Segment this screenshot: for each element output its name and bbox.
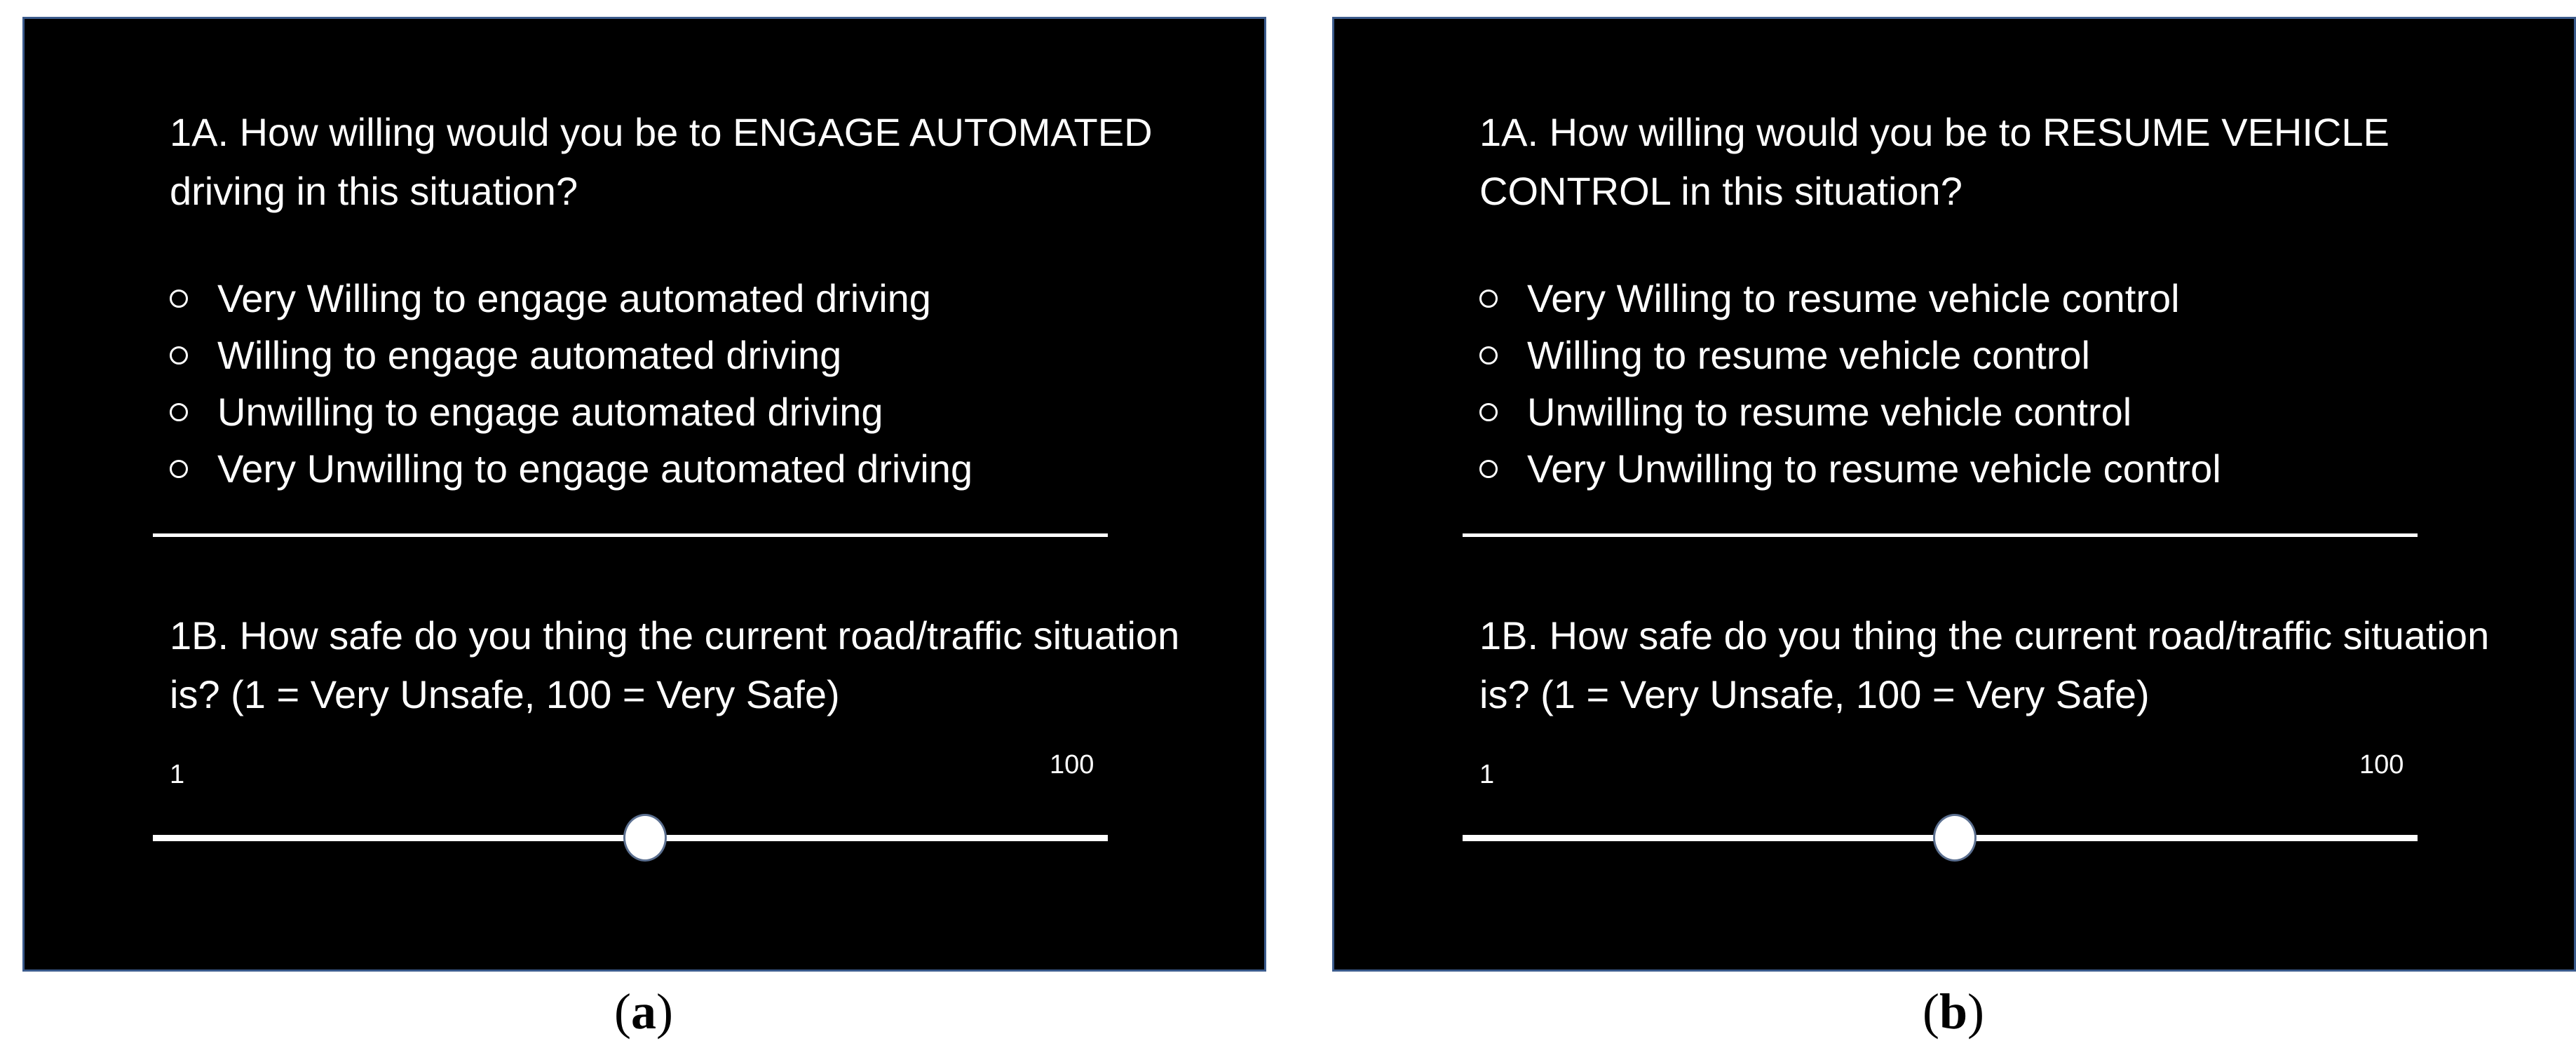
question-1a: 1A. How willing would you be to RESUME VEHICLE CONTROL in this situation? bbox=[1479, 110, 2389, 213]
scale-min-label: 1 bbox=[1479, 760, 1495, 789]
option-label: Willing to resume vehicle control bbox=[1527, 333, 2090, 377]
option-very-unwilling[interactable] bbox=[1479, 440, 2221, 497]
safety-slider-thumb[interactable] bbox=[623, 814, 667, 862]
option-unwilling[interactable] bbox=[1479, 383, 2221, 440]
radio-button-icon[interactable] bbox=[170, 290, 188, 308]
option-unwilling[interactable] bbox=[170, 383, 972, 440]
panel-caption-a: (a) bbox=[614, 983, 673, 1040]
option-label: Very Willing to engage automated driving bbox=[217, 276, 931, 320]
question-1b: 1B. How safe do you thing the current road/traffic situation is? (1 = Very Unsafe, 100 = Very Safe) bbox=[1479, 613, 2490, 716]
option-label: Unwilling to resume vehicle control bbox=[1527, 390, 2132, 434]
option-label: Unwilling to engage automated driving bbox=[217, 390, 883, 434]
radio-button-icon[interactable] bbox=[1479, 403, 1498, 421]
radio-button-icon[interactable] bbox=[1479, 460, 1498, 478]
radio-button-icon[interactable] bbox=[170, 460, 188, 478]
willingness-options bbox=[170, 270, 972, 497]
willingness-options bbox=[1479, 270, 2221, 497]
panel-caption-b: (b) bbox=[1922, 983, 1984, 1040]
option-willing[interactable] bbox=[1479, 327, 2221, 383]
radio-button-icon[interactable] bbox=[1479, 290, 1498, 308]
option-very-willing[interactable] bbox=[170, 270, 972, 327]
caption-letter: a bbox=[631, 983, 656, 1040]
safety-slider-track[interactable] bbox=[1463, 835, 2418, 841]
radio-button-icon[interactable] bbox=[1479, 346, 1498, 365]
option-very-willing[interactable] bbox=[1479, 270, 2221, 327]
option-very-unwilling[interactable] bbox=[170, 440, 972, 497]
scale-max-label: 100 bbox=[2359, 750, 2404, 780]
option-label: Very Unwilling to engage automated driving bbox=[217, 447, 973, 491]
radio-button-icon[interactable] bbox=[170, 346, 188, 365]
safety-slider-track[interactable] bbox=[153, 835, 1108, 841]
option-willing[interactable] bbox=[170, 327, 972, 383]
question-1b: 1B. How safe do you thing the current road/traffic situation is? (1 = Very Unsafe, 100 = Very Safe) bbox=[170, 613, 1180, 716]
survey-panel-a bbox=[22, 17, 1266, 972]
question-1a: 1A. How willing would you be to ENGAGE AUTOMATED driving in this situation? bbox=[170, 110, 1153, 213]
section-divider bbox=[153, 533, 1108, 537]
radio-button-icon[interactable] bbox=[170, 403, 188, 421]
option-label: Very Unwilling to resume vehicle control bbox=[1527, 447, 2221, 491]
safety-slider-thumb[interactable] bbox=[1933, 814, 1977, 862]
option-label: Willing to engage automated driving bbox=[217, 333, 842, 377]
section-divider bbox=[1463, 533, 2418, 537]
option-label: Very Willing to resume vehicle control bbox=[1527, 276, 2180, 320]
survey-panel-b bbox=[1332, 17, 2576, 972]
scale-min-label: 1 bbox=[170, 760, 185, 789]
scale-max-label: 100 bbox=[1050, 750, 1094, 780]
caption-letter: b bbox=[1939, 983, 1968, 1040]
